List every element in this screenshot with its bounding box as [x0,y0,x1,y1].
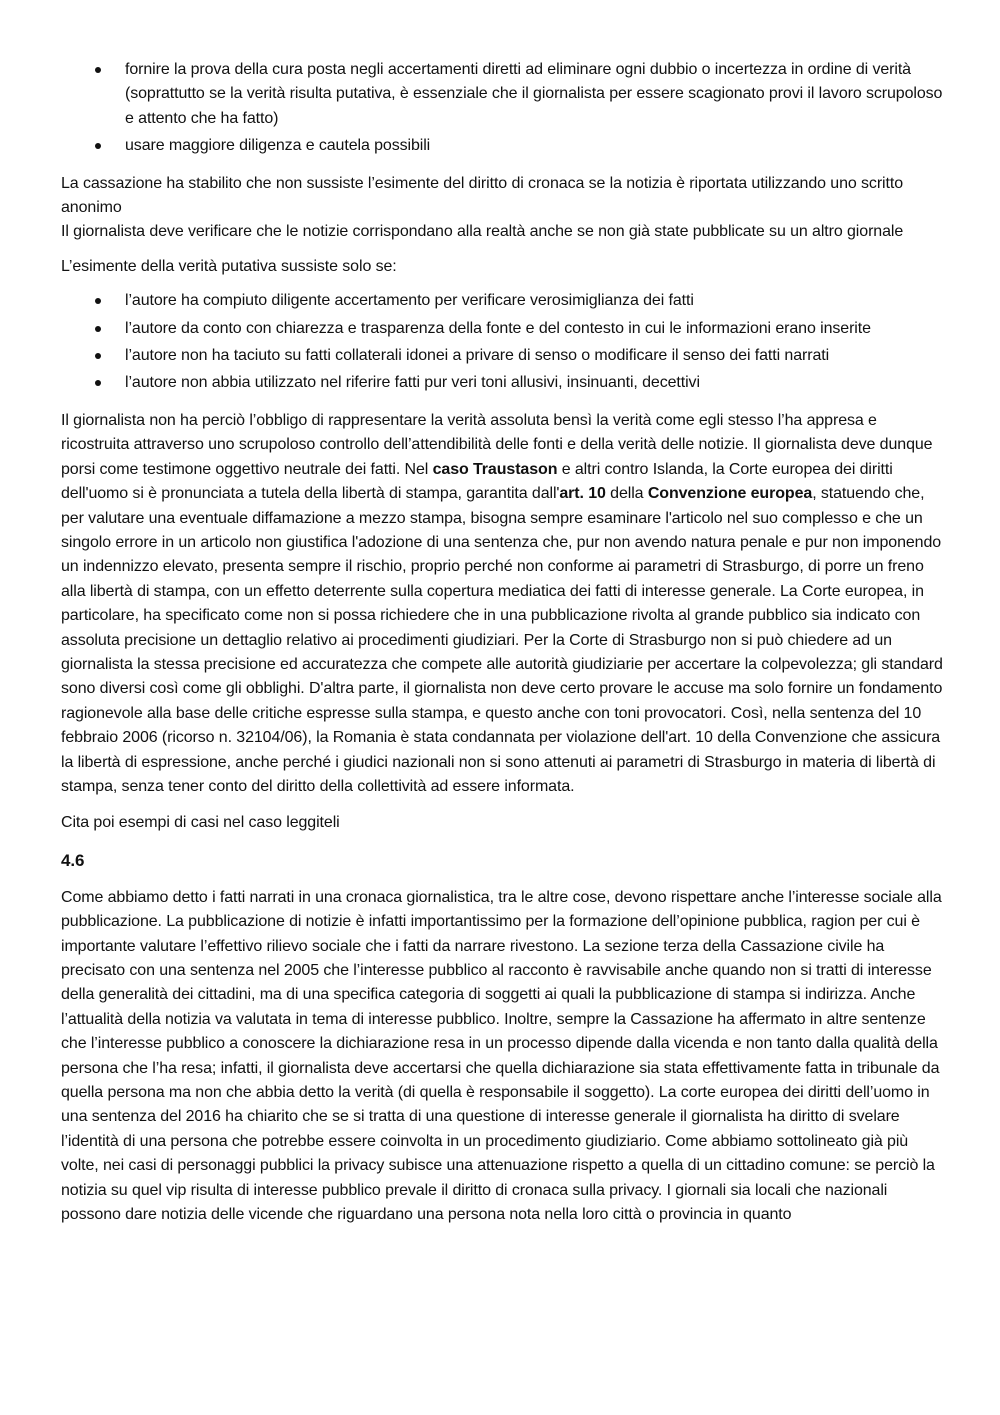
bold-case-name: caso Traustason [432,460,558,478]
paragraph-verifica-notizie: Il giornalista deve verificare che le notizie corrispondano alla realtà anche se non già state pubblicate su un altro giornale [61,223,904,241]
paragraph-cita-esempi: Cita poi esempi di casi nel caso leggiteli [61,814,340,832]
list-item-text: fornire la prova della cura posta negli accertamenti diretti ad eliminare ogni dubbio o incertezza in ordine di verità (soprattutto se la verità risulta putativa, è essenziale che il giornalista per essere scagionato provi il lavoro scrupoloso e attento che ha fatto) [125,61,943,127]
bullet-icon [95,326,101,332]
text-run: , statuendo che, per valutare una eventuale diffamazione a mezzo stampa, bisogna sempre esaminare l'articolo nel suo complesso e che un singolo errore in un articolo non giustifica l'adozione di una sentenza che, pur non avendo natura penale e pur non imponendo un indennizzo elevato, presenta sempre il rischio, proprio perché non conforme ai parametri di Strasburgo, di porre un freno alla libertà di stampa, con un effetto deterrente sulla copertura mediatica dei fatti di interesse generale. La Corte europea, in particolare, ha specificato come non si possa richiedere che in una pubblicazione rivolta al grande pubblico sia indicato con assoluta precisione un dettaglio relativo ai procedimenti giudiziari. Per la Corte di Strasburgo non si può chiedere ad un giornalista la stessa precisione ed accuratezza che compete alle autorità giudiziarie per accertare la colpevolezza; gli standard sono diversi così come gli obblighi. D'altra parte, il giornalista non deve certo provare le accuse ma solo fornire un fondamento ragionevole alla base delle critiche espresse sulla stampa, e questo anche con toni provocatori. Così, nella sentenza del 10 febbraio 2006 (ricorso n. 32104/06), la Romania è stata condannata per violazione dell'art. 10 della Convenzione che assicura la libertà di espressione, anche perché i giudici nazionali non si sono attenuti ai parametri di Strasburgo in materia di libertà di stampa, senza tener conto del diritto della collettività ad essere informata. [61,485,943,795]
bullet-list-verita [61,58,944,159]
list-item [125,289,944,313]
section-heading: 4.6 [61,850,85,870]
list-item [125,371,944,395]
list-item-text: usare maggiore diligenza e cautela possibili [125,137,431,155]
bold-convention: Convenzione europea [647,485,813,503]
bullet-icon [95,143,101,149]
bullet-icon [95,380,101,386]
list-item-text: l’autore non ha taciuto su fatti collaterali idonei a privare di senso o modificare il senso dei fatti narrati [125,347,830,365]
paragraph-traustason [61,409,944,800]
text-run: e altri contro Islanda, la Corte europea dei diritti dell'uomo si è pronunciata a tutela della libertà di stampa, garantita dall' [61,460,893,503]
paragraph-interesse-sociale: Come abbiamo detto i fatti narrati in una cronaca giornalistica, tra le altre cose, devono rispettare anche l’interesse sociale alla pubblicazione. La pubblicazione di notizie è infatti importantissimo per la formazione dell’opinione pubblica, ragion per cui è importante valutare l’effettivo rilievo sociale che i fatti da narrare rivestono. La sezione terza della Cassazione civile ha precisato con una sentenza nel 2005 che l’interesse pubblico al racconto è ravvisabile anche quando non si tratti di interesse della generalità dei cittadini, ma di una specifica categoria di soggetti ai quali la pubblicazione di stampa si indirizza. Anche l’attualità della notizia va valutata in tema di interesse pubblico. Inoltre, sempre la Cassazione ha affermato in altre sentenze che l’interesse pubblico a conoscere la dichiarazione resa in un processo dipende dalla vicenda e non tanto dalla qualità della persona che l’ha resa; infatti, il giornalista deve accertarsi che quella dichiarazione sia stata effettivamente fatta in tribunale da quella persona ma non che abbia detto la verità (di quella è responsabile il soggetto). La corte europea dei diritti dell’uomo in una sentenza del 2016 ha chiarito che se si tratta di una questione di interesse generale il giornalista ha diritto di svelare l’identità di una persona che potrebbe essere coinvolta in un procedimento giudiziario. Come abbiamo sottolineato già più volte, nei casi di personaggi pubblici la privacy subisce una attenuazione rispetto a quella di un cittadino comune: se perciò la notizia su quel vip risulta di interesse pubblico prevale il diritto di cronaca sulla privacy. I giornali sia locali che nazionali possono dare notizia delle vicende che riguardano una persona nota nella loro città o provincia in quanto [61,888,942,1224]
list-item-text: l’autore non abbia utilizzato nel riferire fatti pur veri toni allusivi, insinuanti, decettivi [125,374,700,392]
list-item-text: l’autore ha compiuto diligente accertamento per verificare verosimiglianza dei fatti [125,292,694,310]
bullet-icon [95,67,101,73]
list-item [125,344,944,368]
text-run: Il giornalista non ha perciò l’obbligo di rappresentare la verità assoluta bensì la verità come egli stesso l’ha appresa e ricostruita attraverso uno scrupoloso controllo dell’attendibilità delle fonti e della verità delle notizie. Il giornalista deve dunque porsi come testimone oggettivo neutrale dei fatti. Nel [61,411,933,478]
list-item [125,58,944,131]
list-item [125,317,944,341]
text-run: della [605,485,648,503]
bold-article: art. 10 [559,485,606,503]
paragraph-cassazione-anonimo: La cassazione ha stabilito che non sussiste l’esimente del diritto di cronaca se la notizia è riportata utilizzando uno scritto anonimo [61,174,903,217]
paragraph-intro-putativa: L’esimente della verità putativa sussiste solo se: [61,257,397,275]
bullet-icon [95,298,101,304]
list-item [125,134,944,158]
bullet-icon [95,353,101,359]
bullet-list-putativa [61,289,944,396]
list-item-text: l’autore da conto con chiarezza e trasparenza della fonte e del contesto in cui le informazioni erano inserite [125,319,871,337]
